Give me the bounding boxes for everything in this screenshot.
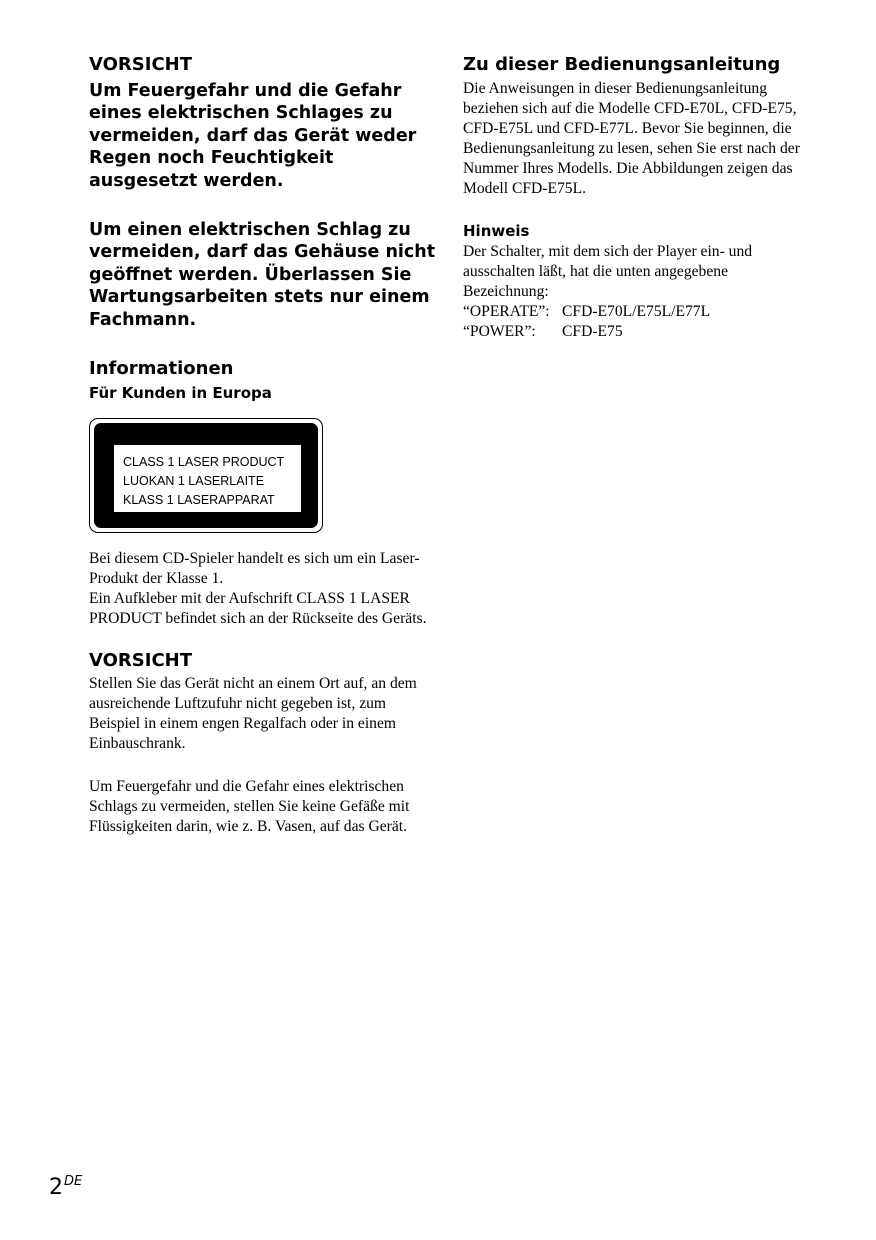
page-number bbox=[49, 1168, 82, 1202]
laser-label-border bbox=[94, 423, 318, 528]
info-subheading: Für Kunden in Europa bbox=[89, 384, 272, 403]
laser-label-line-2: LUOKAN 1 LASERLAITE bbox=[123, 474, 265, 489]
switch-row-power bbox=[463, 322, 813, 342]
note-paragraph: Der Schalter, mit dem sich der Player ein- und ausschalten läßt, hat die unten angegebene Bezeichnung: bbox=[463, 243, 753, 300]
switch-row-operate bbox=[463, 302, 813, 322]
laser-class-paragraph: Bei diesem CD-Spieler handelt es sich um ein Laser-Produkt der Klasse 1. bbox=[89, 550, 420, 588]
switch-models-operate: CFD-E70L/E75L/E77L bbox=[562, 303, 711, 320]
page-number-value: 2 bbox=[49, 1175, 63, 1200]
about-manual-heading: Zu dieser Bedienungsanleitung bbox=[463, 54, 781, 75]
laser-product-label bbox=[89, 418, 323, 533]
ventilation-paragraph: Stellen Sie das Gerät nicht an einem Ort auf, an dem ausreichende Luftzufuhr nicht gegeben ist, zum Beispiel in einem engen Regalfach oder in einem Einbauschrank. bbox=[89, 675, 417, 753]
laser-label-line-3: KLASS 1 LASERAPPARAT bbox=[123, 493, 275, 508]
note-heading: Hinweis bbox=[463, 222, 530, 240]
switch-models-power: CFD-E75 bbox=[562, 323, 623, 340]
page-language-suffix: DE bbox=[64, 1174, 83, 1189]
laser-sticker-paragraph: Ein Aufkleber mit der Aufschrift CLASS 1 LASER PRODUCT befindet sich an der Rückseite des Geräts. bbox=[89, 590, 427, 628]
laser-label-text-area bbox=[114, 445, 301, 512]
switch-label-operate: “OPERATE”: bbox=[463, 303, 550, 320]
caution-heading: VORSICHT bbox=[89, 54, 192, 75]
right-column bbox=[463, 53, 813, 342]
laser-label-line-1: CLASS 1 LASER PRODUCT bbox=[123, 455, 285, 470]
about-manual-paragraph: Die Anweisungen in dieser Bedienungsanleitung beziehen sich auf die Modelle CFD-E70L, CFD-E75, CFD-E75L und CFD-E77L. Bevor Sie beginnen, die Bedienungsanleitung zu lesen, sehen Sie erst nach der Nummer Ihres Modells. Die Abbildungen zeigen das Modell CFD-E75L. bbox=[463, 80, 800, 197]
left-column bbox=[89, 53, 439, 837]
caution2-heading: VORSICHT bbox=[89, 650, 192, 672]
fire-shock-warning: Um Feuergefahr und die Gefahr eines elektrischen Schlages zu vermeiden, darf das Gerät weder Regen noch Feuchtigkeit ausgesetzt werden. bbox=[89, 81, 417, 191]
switch-label-power: “POWER”: bbox=[463, 323, 536, 340]
housing-warning: Um einen elektrischen Schlag zu vermeiden, darf das Gehäuse nicht geöffnet werden. Überlassen Sie Wartungsarbeiten stets nur einem Fachmann. bbox=[89, 220, 436, 330]
info-heading: Informationen bbox=[89, 358, 234, 380]
liquids-paragraph: Um Feuergefahr und die Gefahr eines elektrischen Schlags zu vermeiden, stellen Sie keine Gefäße mit Flüssigkeiten darin, wie z. B. Vasen, auf das Gerät. bbox=[89, 778, 410, 836]
